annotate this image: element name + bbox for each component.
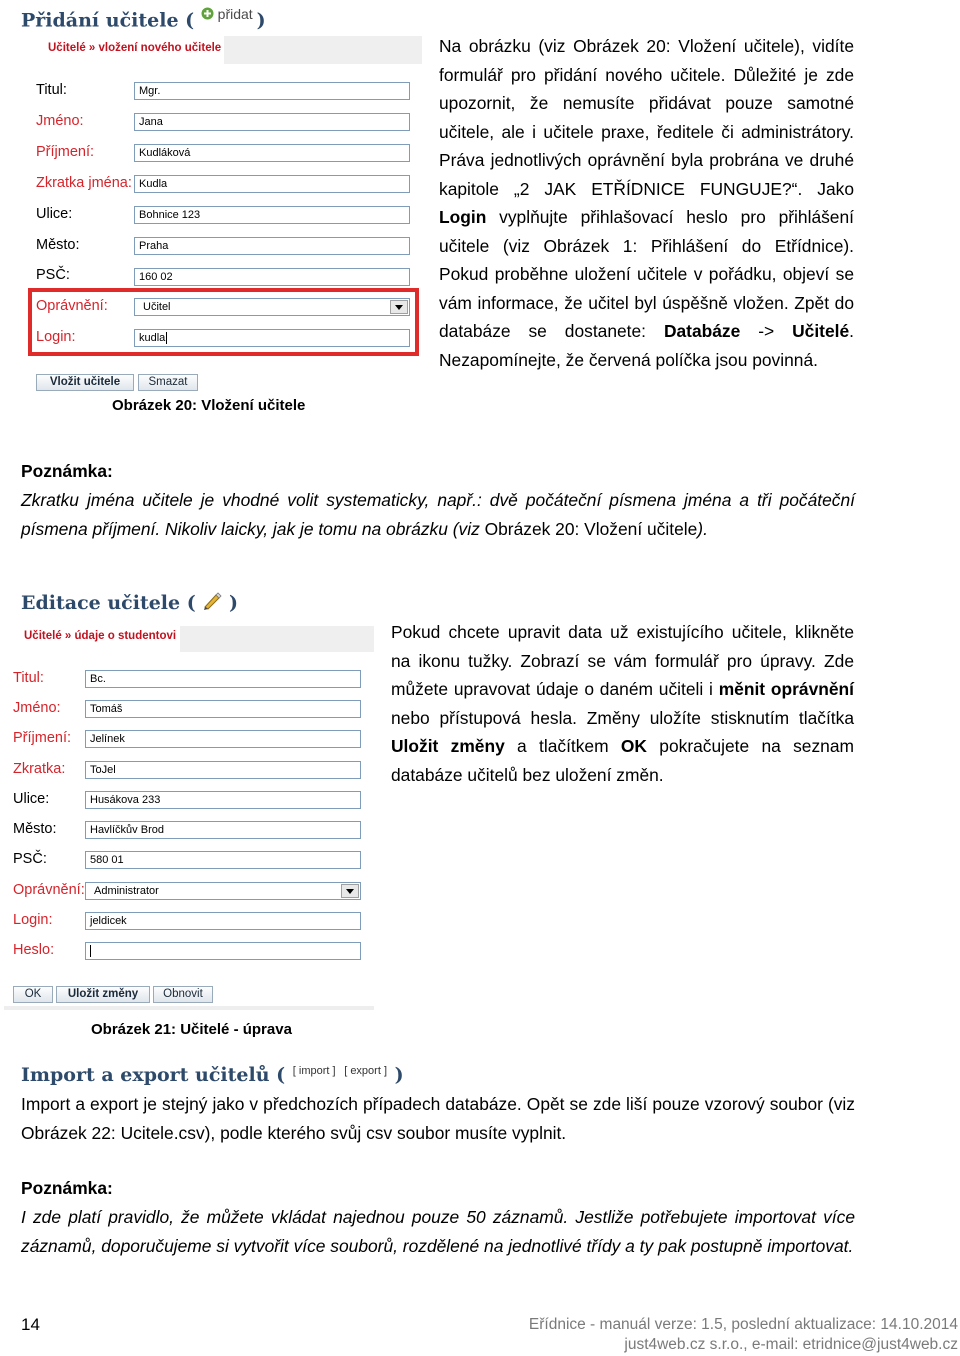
- delete-button[interactable]: Smazat: [138, 374, 198, 391]
- login-label: Login:: [36, 329, 76, 345]
- surname-input[interactable]: Jelínek: [85, 730, 361, 748]
- note-title-1: Poznámka:: [21, 461, 113, 481]
- text-cursor: [166, 332, 167, 344]
- name-label: Jméno:: [13, 700, 61, 716]
- abbreviation-label: Zkratka:: [13, 761, 66, 777]
- surname-input[interactable]: Kudláková: [134, 144, 410, 162]
- export-link[interactable]: [ export ]: [344, 1064, 387, 1077]
- abbreviation-input[interactable]: Kudla: [134, 175, 410, 193]
- city-input[interactable]: Praha: [134, 237, 410, 255]
- footer-contact: just4web.cz s.r.o., e-mail: etridnice@just4web.cz: [624, 1336, 958, 1353]
- permission-value: Učitel: [143, 301, 171, 313]
- renew-button[interactable]: Obnovit: [153, 986, 213, 1003]
- figure-caption-20: Obrázek 20: Vložení učitele: [112, 397, 306, 414]
- plus-circle-icon: [201, 7, 214, 20]
- surname-label: Příjmení:: [36, 144, 95, 160]
- name-input[interactable]: Tomáš: [85, 700, 361, 718]
- zip-input[interactable]: 580 01: [85, 851, 361, 869]
- insert-teacher-button[interactable]: Vložit učitele: [36, 374, 134, 391]
- edit-teacher-screenshot: [4, 624, 374, 1012]
- login-input[interactable]: [134, 329, 410, 347]
- heading-close: ): [394, 1064, 404, 1086]
- heading-text: Import a export učitelů (: [21, 1064, 286, 1086]
- footer-info: [529, 1315, 958, 1355]
- permission-label: Oprávnění:: [13, 882, 85, 898]
- abbreviation-input[interactable]: ToJel: [85, 761, 361, 779]
- dropdown-arrow-icon[interactable]: [341, 884, 359, 898]
- login-label: Login:: [13, 912, 53, 928]
- permission-select[interactable]: [85, 882, 361, 900]
- add-teacher-description: Na obrázku (viz Obrázek 20: Vložení učitele), vidíte formulář pro přidání nového učitele. Důležité je zde upozornit, že nemusíte přidávat pouze samotné učitele, ale i učitele praxe, ředitele či administrátory. Práva jednotlivých oprávnění byla probrána ve druhé kapitole „2 JAK ETŘÍDNICE FUNGUJE?“. Jako Login vyplňujte přihlašovací heslo pro přihlášení učitele (viz Obrázek 1: Přihlášení do Etřídnice). Pokud proběhne uložení učitele v pořádku, objeví se vám informace, že učitel byl úspěšně vložen. Zpět do databáze se dostanete: Databáze -> Učitelé. Nezapomínejte, že červená políčka jsou povinná.: [439, 36, 854, 370]
- zip-label: PSČ:: [13, 851, 47, 867]
- note-text-1: Zkratku jména učitele je vhodné volit systematicky, např.: dvě počáteční písmena jména a tři počáteční písmena příjmení. Nikoliv laicky, jak je tomu na obrázku (viz Obrázek 20: Vložení učitele).: [21, 490, 855, 539]
- title-input[interactable]: Bc.: [85, 670, 361, 688]
- add-label: přidat: [217, 6, 253, 22]
- title-input[interactable]: Mgr.: [134, 82, 410, 100]
- permission-label: Oprávnění:: [36, 298, 108, 314]
- surname-label: Příjmení:: [13, 730, 72, 746]
- form-bottom-bar: [4, 1006, 374, 1010]
- save-changes-button[interactable]: Uložit změny: [56, 986, 150, 1003]
- permission-value: Administrator: [94, 885, 159, 897]
- section-heading-import-export: [21, 1064, 404, 1086]
- page-number: 14: [21, 1315, 40, 1334]
- street-input[interactable]: Bohnice 123: [134, 206, 410, 224]
- city-input[interactable]: Havlíčkův Brod: [85, 821, 361, 839]
- section-heading-add-teacher: [21, 6, 266, 31]
- heading-text: Editace učitele (: [21, 592, 196, 614]
- login-input[interactable]: jeldicek: [85, 912, 361, 930]
- zip-input[interactable]: 160 02: [134, 268, 410, 286]
- figure-caption-21: Obrázek 21: Učitelé - úprava: [91, 1021, 292, 1038]
- note-title-2: Poznámka:: [21, 1178, 113, 1198]
- import-export-description: Import a export je stejný jako v předchozích případech databáze. Opět se zde liší pouze vzorový soubor (viz Obrázek 22: Ucitele.csv), podle kterého svůj csv soubor musíte vyplnit.: [21, 1094, 855, 1143]
- edit-teacher-description: Pokud chcete upravit data už existujícího učitele, klikněte na ikonu tužky. Zobrazí se vám formulář pro úpravy. Zde můžete upravovat údaje o daném učiteli i měnit oprávnění nebo přístupová hesla. Změny uložíte stisknutím tlačítka Uložit změny a tlačítkem OK pokračujete na seznam databáze učitelů bez uložení změn.: [391, 622, 855, 785]
- login-value: kudla: [139, 332, 166, 344]
- city-label: Město:: [13, 821, 57, 837]
- pencil-icon[interactable]: [202, 592, 222, 610]
- title-label: Titul:: [13, 670, 44, 686]
- breadcrumb: Učitelé » údaje o studentovi: [24, 630, 177, 642]
- street-input[interactable]: Husákova 233: [85, 791, 361, 809]
- text-cursor: [90, 945, 91, 957]
- heading-text: Přidání učitele (: [21, 9, 195, 32]
- section-heading-edit-teacher: [21, 592, 238, 614]
- add-button[interactable]: [201, 6, 257, 22]
- heading-close: ): [256, 9, 266, 32]
- zip-label: PSČ:: [36, 267, 70, 283]
- add-teacher-screenshot: [22, 36, 422, 396]
- title-label: Titul:: [36, 82, 67, 98]
- permission-select[interactable]: [134, 298, 410, 316]
- import-link[interactable]: [ import ]: [292, 1064, 336, 1077]
- password-label: Heslo:: [13, 942, 55, 958]
- name-label: Jméno:: [36, 113, 84, 129]
- password-input[interactable]: [85, 942, 361, 960]
- city-label: Město:: [36, 237, 80, 253]
- breadcrumb-bar: [224, 36, 422, 64]
- dropdown-arrow-icon[interactable]: [390, 300, 408, 314]
- name-input[interactable]: Jana: [134, 113, 410, 131]
- ok-button[interactable]: OK: [13, 986, 53, 1003]
- note-text-2: I zde platí pravidlo, že můžete vkládat najednou pouze 50 záznamů. Jestliže potřebujete importovat více záznamů, doporučujeme si vytvořit více souborů, rozdělené na jednotlivé třídy a ty pak postupně importovat.: [21, 1207, 855, 1256]
- breadcrumb-bar: [180, 626, 374, 652]
- street-label: Ulice:: [36, 206, 73, 222]
- abbreviation-label: Zkratka jména:: [36, 175, 132, 191]
- heading-close: ): [228, 592, 238, 614]
- street-label: Ulice:: [13, 791, 50, 807]
- footer-version: Eřídnice - manuál verze: 1.5, poslední aktualizace: 14.10.2014: [528, 1316, 958, 1333]
- breadcrumb: Učitelé » vložení nového učitele: [48, 42, 222, 54]
